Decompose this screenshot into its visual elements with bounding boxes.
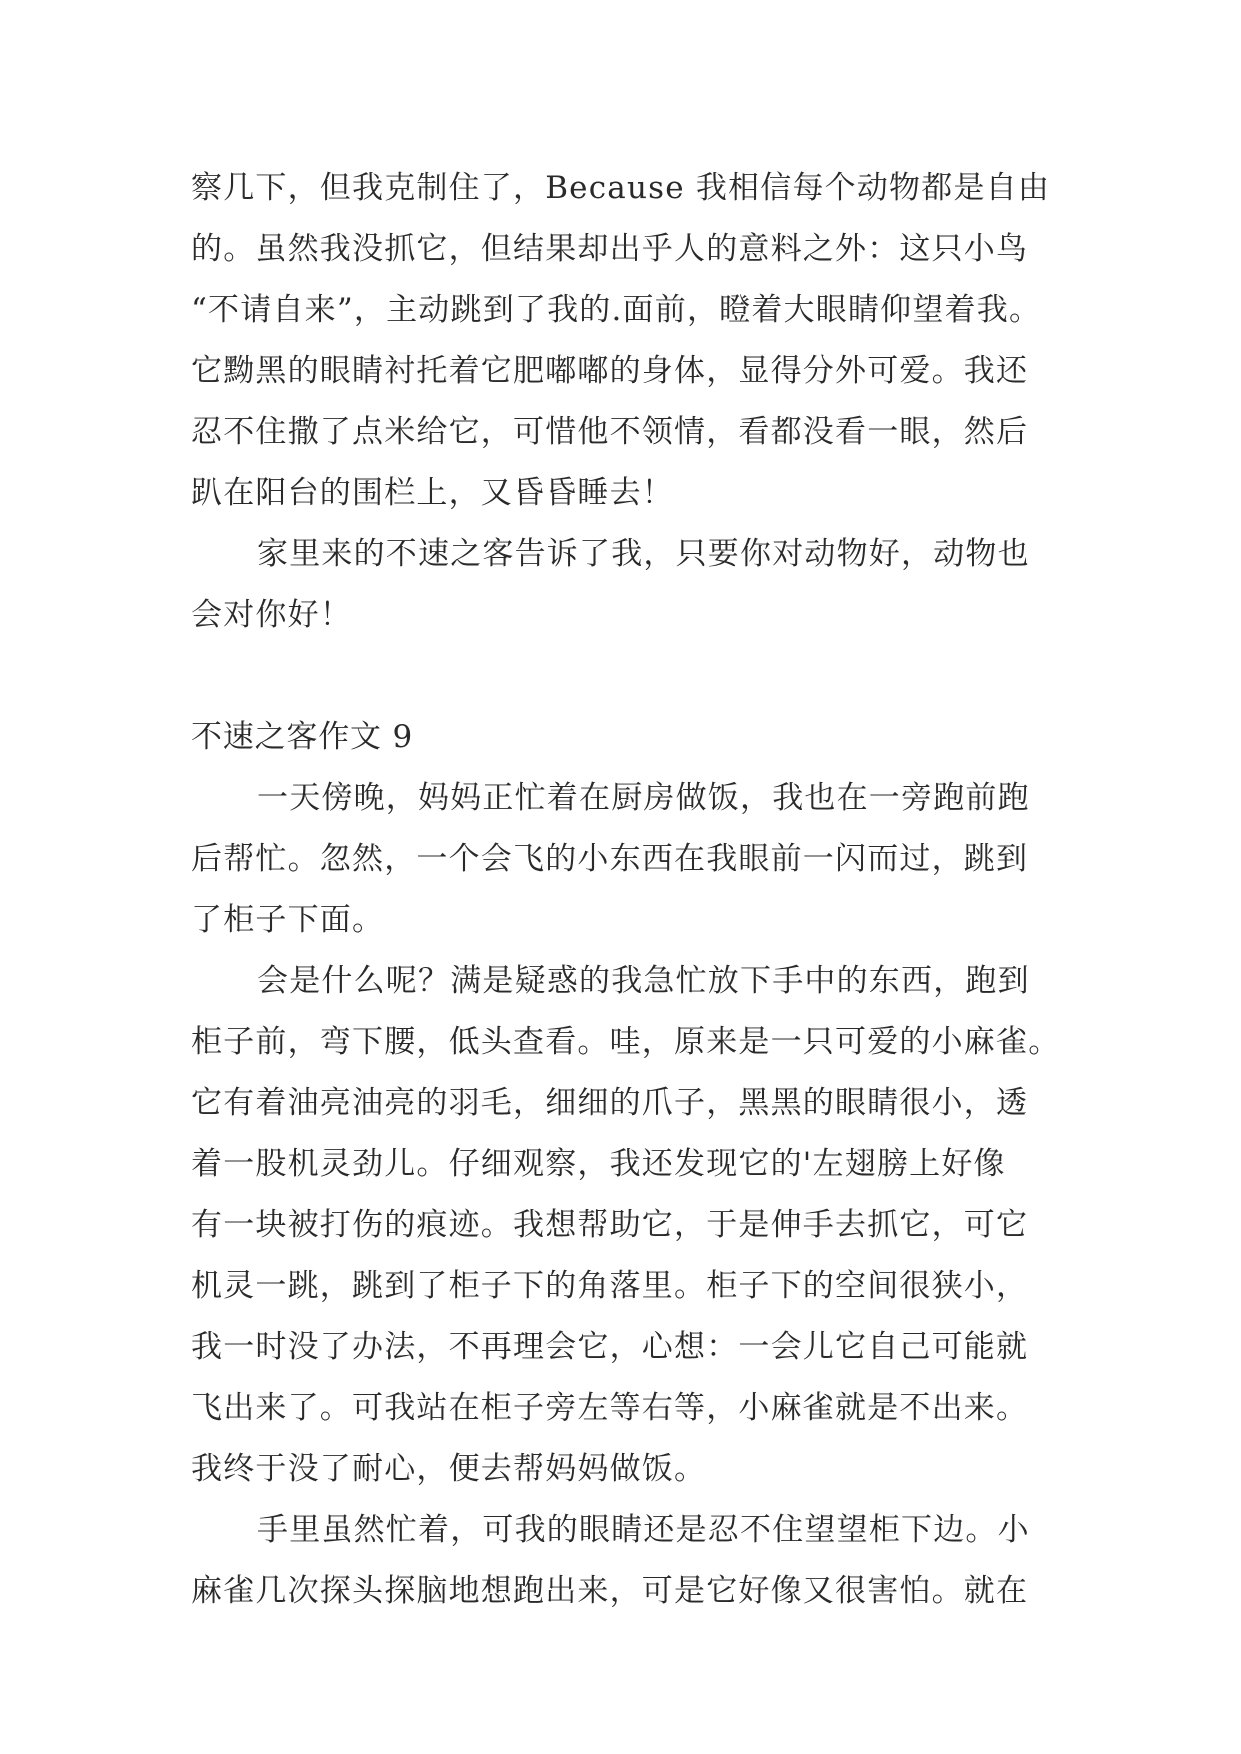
paragraph-line: 察几下，但我克制住了，Because 我相信每个动物都是自由 — [191, 170, 1051, 206]
paragraph-line: 着一股机灵劲儿。仔细观察，我还发现它的'左翅膀上好像 — [191, 1146, 1006, 1182]
section-title: 不速之客作文 9 — [191, 719, 413, 755]
paragraph-line: 后帮忙。忽然，一个会飞的小东西在我眼前一闪而过，跳到 — [191, 841, 1029, 877]
paragraph-line: 忍不住撒了点米给它，可惜他不领情，看都没看一眼，然后 — [191, 414, 1029, 450]
paragraph-line: 了柜子下面。 — [191, 902, 385, 938]
paragraph-line: 会是什么呢？满是疑惑的我急忙放下手中的东西，跑到 — [257, 963, 1030, 999]
paragraph-line: 我一时没了办法，不再理会它，心想：一会儿它自己可能就 — [191, 1329, 1029, 1365]
paragraph-line: 机灵一跳，跳到了柜子下的角落里。柜子下的空间很狭小， — [191, 1268, 1029, 1304]
paragraph-line: 有一块被打伤的痕迹。我想帮助它，于是伸手去抓它，可它 — [191, 1207, 1029, 1243]
paragraph-line: 的。虽然我没抓它，但结果却出乎人的意料之外：这只小鸟 — [191, 231, 1029, 267]
document-body — [191, 158, 1071, 1622]
paragraph-line: 家里来的不速之客告诉了我，只要你对动物好，动物也 — [257, 536, 1030, 572]
paragraph-line: “不请自来”，主动跳到了我的.面前，瞪着大眼睛仰望着我。 — [191, 292, 1042, 328]
paragraph-line: 柜子前，弯下腰，低头查看。哇，原来是一只可爱的小麻雀。 — [191, 1024, 1061, 1060]
paragraph-line: 它黝黑的眼睛衬托着它肥嘟嘟的身体，显得分外可爱。我还 — [191, 353, 1029, 389]
paragraph-line: 手里虽然忙着，可我的眼睛还是忍不住望望柜下边。小 — [257, 1512, 1030, 1548]
paragraph-line: 趴在阳台的围栏上，又昏昏睡去！ — [191, 475, 674, 511]
paragraph-line: 我终于没了耐心，便去帮妈妈做饭。 — [191, 1451, 707, 1487]
paragraph-line: 飞出来了。可我站在柜子旁左等右等，小麻雀就是不出来。 — [191, 1390, 1029, 1426]
paragraph-line: 会对你好！ — [191, 597, 352, 633]
paragraph-line: 麻雀几次探头探脑地想跑出来，可是它好像又很害怕。就在 — [191, 1573, 1029, 1609]
paragraph-line: 它有着油亮油亮的羽毛，细细的爪子，黑黑的眼睛很小，透 — [191, 1085, 1029, 1121]
paragraph-line: 一天傍晚，妈妈正忙着在厨房做饭，我也在一旁跑前跑 — [257, 780, 1030, 816]
section-spacer — [191, 646, 1071, 707]
